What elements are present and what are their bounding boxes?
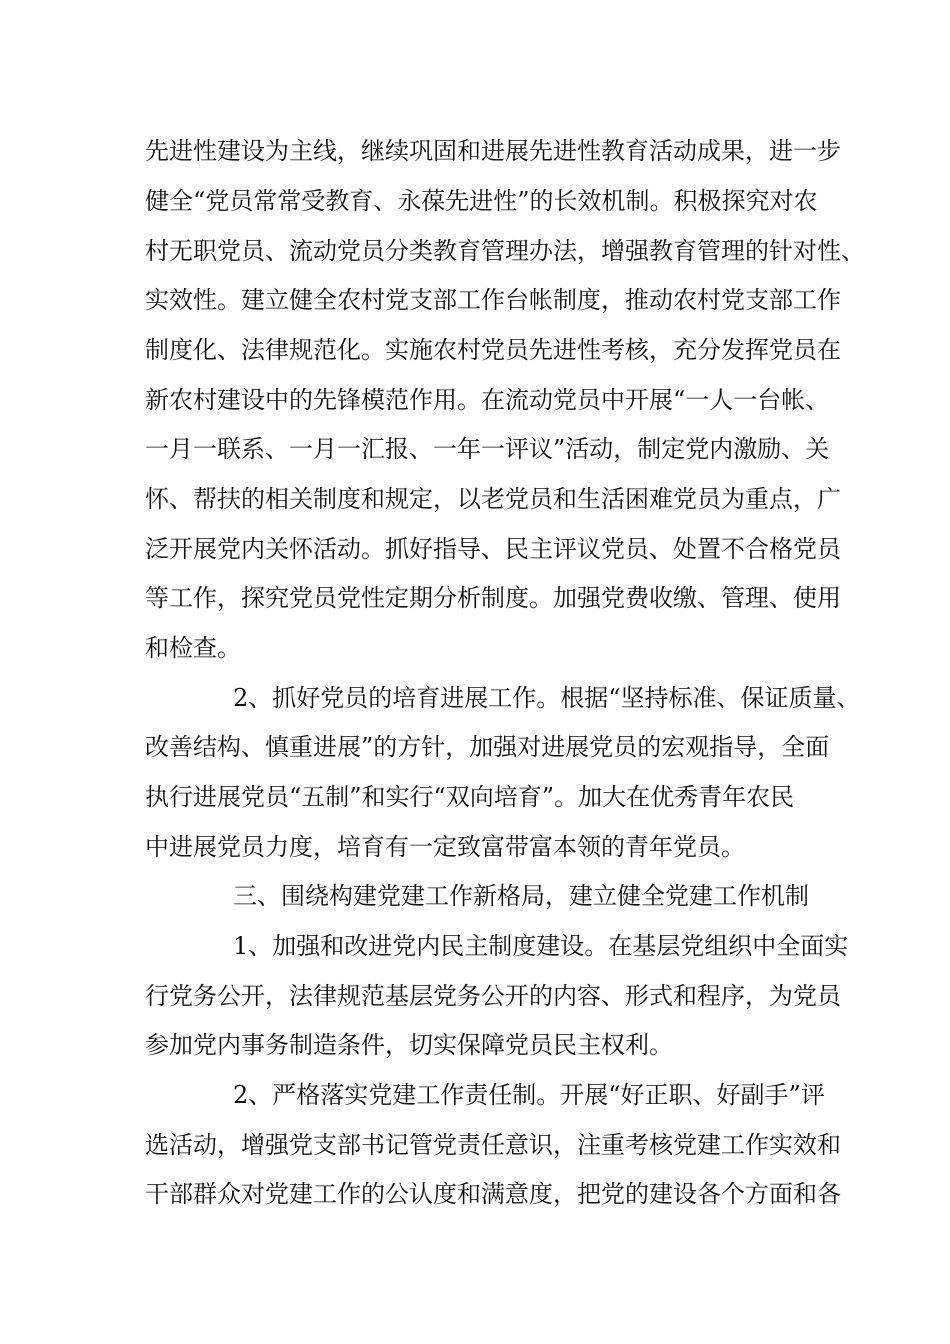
text-line: 健全“党员常常受教育、永葆先进性”的长效机制。积极探究对农 [145, 187, 818, 215]
text-line: 新农村建设中的先锋模范作用。在流动党员中开展“一人一台帐、 [145, 386, 830, 414]
text-line: 改善结构、慎重进展”的方针，加强对进展党员的宏观指导，全面 [145, 733, 830, 761]
text-line: 泛开展党内关怀活动。抓好指导、民主评议党员、处置不合格党员 [145, 535, 841, 563]
text-line: 参加党内事务制造条件，切实保障党员民主权利。 [145, 1031, 673, 1059]
text-line: 怀、帮扶的相关制度和规定，以老党员和生活困难党员为重点，广 [145, 485, 841, 513]
text-line: 等工作，探究党员党性定期分析制度。加强党费收缴、管理、使用 [145, 584, 841, 612]
text-line: 选活动，增强党支部书记管党责任意识，注重考核党建工作实效和 [145, 1131, 841, 1159]
paragraph-first-line: 1、加强和改进党内民主制度建设。在基层党组织中全面实 [233, 932, 849, 960]
text-line: 行党务公开，法律规范基层党务公开的内容、形式和程序，为党员 [145, 982, 841, 1010]
text-line: 先进性建设为主线，继续巩固和进展先进性教育活动成果，进一步 [145, 137, 841, 165]
text-line: 干部群众对党建工作的公认度和满意度，把党的建设各个方面和各 [145, 1180, 841, 1208]
text-line: 执行进展党员“五制”和实行“双向培育”。加大在优秀青年农民 [145, 783, 795, 811]
text-line: 实效性。建立健全农村党支部工作台帐制度，推动农村党支部工作 [145, 286, 841, 314]
paragraph-first-line: 2、抓好党员的培育进展工作。根据“坚持标准、保证质量、 [233, 684, 861, 712]
text-line: 村无职党员、流动党员分类教育管理办法，增强教育管理的针对性、 [145, 237, 865, 265]
paragraph-first-line: 2、严格落实党建工作责任制。开展“好正职、好副手”评 [233, 1081, 825, 1109]
text-line: 一月一联系、一月一汇报、一年一评议”活动，制定党内激励、关 [145, 435, 830, 463]
section-heading: 三、围绕构建党建工作新格局，建立健全党建工作机制 [233, 882, 809, 910]
text-line: 中进展党员力度，培育有一定致富带富本领的青年党员。 [145, 833, 745, 861]
text-line: 制度化、法律规范化。实施农村党员先进性考核，充分发挥党员在 [145, 336, 841, 364]
text-line: 和检查。 [145, 634, 241, 662]
